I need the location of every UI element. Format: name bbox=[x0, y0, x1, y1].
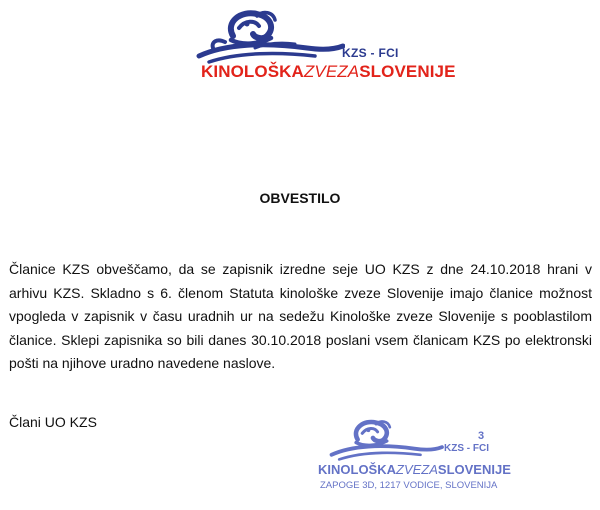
stamp-name bbox=[318, 462, 511, 477]
logo-name-part1: KINOLOŠKA bbox=[201, 62, 304, 81]
logo-subtitle: KZS - FCI bbox=[342, 46, 399, 60]
stamp-number: 3 bbox=[478, 430, 485, 442]
stamp-subtitle: KZS - FCI bbox=[444, 443, 489, 454]
logo-name-part3: SLOVENIJE bbox=[359, 62, 456, 81]
document-signature: Člani UO KZS bbox=[9, 414, 97, 430]
logo-name bbox=[201, 62, 456, 82]
logo-name-part2: ZVEZA bbox=[303, 62, 360, 81]
document-body: Članice KZS obveščamo, da se zapisnik izredne seje UO KZS z dne 24.10.2018 hrani v arhivu KZS. Skladno s 6. členom Statuta kinološke zveze Slovenije imajo članice možnost vpogleda v zapisnik v času uradnih ur na sedežu Kinološke zveze Slovenije s pooblastilom članice. Sklepi zapisnika so bili danes 30.10.2018 poslani vsem članicam KZS po elektronski pošti na njihove uradno navedene naslove. bbox=[9, 261, 592, 371]
stamp-name-part2: ZVEZA bbox=[396, 462, 438, 477]
stamp-address: ZAPOGE 3D, 1217 VODICE, SLOVENIJA bbox=[320, 480, 498, 491]
dog-head-logo-icon bbox=[195, 8, 345, 68]
kzs-logo bbox=[185, 8, 456, 86]
stamp-dog-icon bbox=[326, 418, 446, 464]
document-heading: OBVESTILO bbox=[259, 190, 341, 206]
stamp-name-part3: SLOVENIJE bbox=[437, 462, 511, 477]
stamp-name-part1: KINOLOŠKA bbox=[318, 462, 396, 477]
kzs-stamp bbox=[312, 418, 511, 500]
